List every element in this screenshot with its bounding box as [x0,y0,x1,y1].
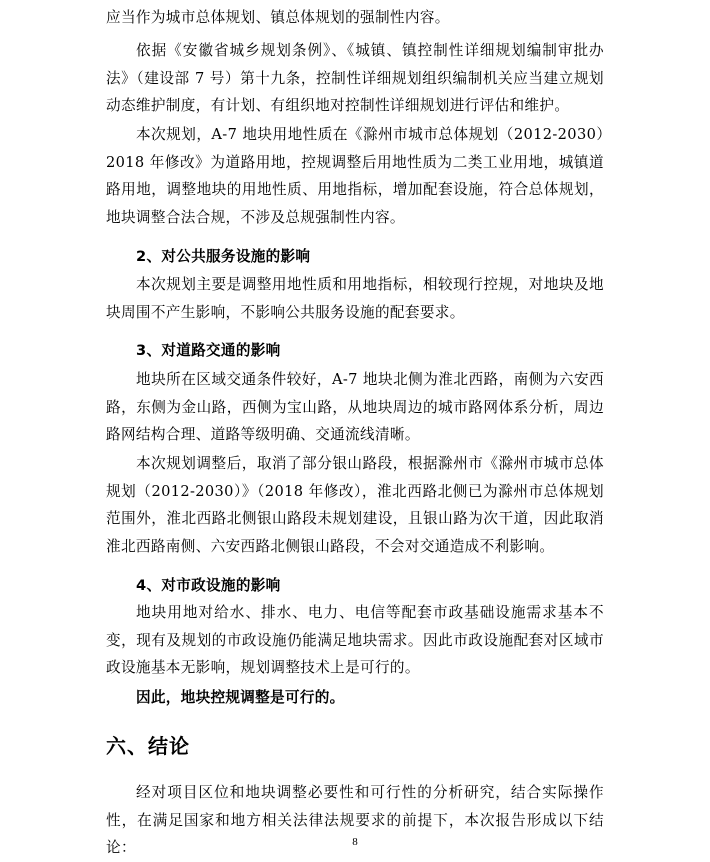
paragraph-public-services: 本次规划主要是调整用地性质和用地指标，相较现行控规，对地块及地块周围不产生影响，不影响公共服务设施的配套要求。 [106,276,604,321]
paragraph-conclusion: 经对项目区位和地块调整必要性和可行性的分析研究，结合实际操作性，在满足国家和地方相关法律法规要求的前提下，本次报告形成以下结论： [106,784,604,857]
heading-municipal: 4、对市政设施的影响 [136,577,281,594]
heading-traffic: 3、对道路交通的影响 [136,342,281,359]
paragraph-traffic-1: 地块所在区域交通条件较好，A-7 地块北侧为淮北西路，南侧为六安西路，东侧为金山路，西侧为宝山路，从地块周边的城市路网体系分析，周边路网结构合理、道路等级明确、交通流线清晰。 [106,371,604,444]
section-title-conclusion: 六、结论 [106,734,190,758]
paragraph-intro-tail: 应当作为城市总体规划、镇总体规划的强制性内容。 [106,9,450,26]
paragraph-current-plan: 本次规划，A-7 地块用地性质在《滁州市城市总体规划（2012-2030）2018 年修改》为道路用地，控规调整后用地性质为二类工业用地，城镇道路用地，调整地块的用地性质、用地指标，增加配套设施，符合总体规划，地块调整合法合规，不涉及总规强制性内容。 [106,126,604,226]
paragraph-traffic-2: 本次规划调整后，取消了部分银山路段，根据滁州市《滁州市城市总体规划（2012-2030）》（2018 年修改），淮北西路北侧已为滁州市总体规划范围外，淮北西路北侧银山路段未规划建设，且银山路为次干道，因此取消淮北西路南侧、六安西路北侧银山路段，不会对交通造成不利影响。 [106,455,604,555]
conclusion-statement: 因此，地块控规调整是可行的。 [136,689,345,706]
heading-public-services: 2、对公共服务设施的影响 [136,248,311,265]
paragraph-regulation: 依据《安徽省城乡规划条例》、《城镇、镇控制性详细规划编制审批办法》（建设部 7 号）第十九条，控制性详细规划组织编制机关应当建立规划动态维护制度，有计划、有组织地对控制性详细规划进行评估和维护。 [106,42,604,115]
paragraph-municipal: 地块用地对给水、排水、电力、电信等配套市政基础设施需求基本不变，现有及规划的市政设施仍能满足地块需求。因此市政设施配套对区域市政设施基本无影响，规划调整技术上是可行的。 [106,604,604,677]
page-number: 8 [352,836,358,848]
